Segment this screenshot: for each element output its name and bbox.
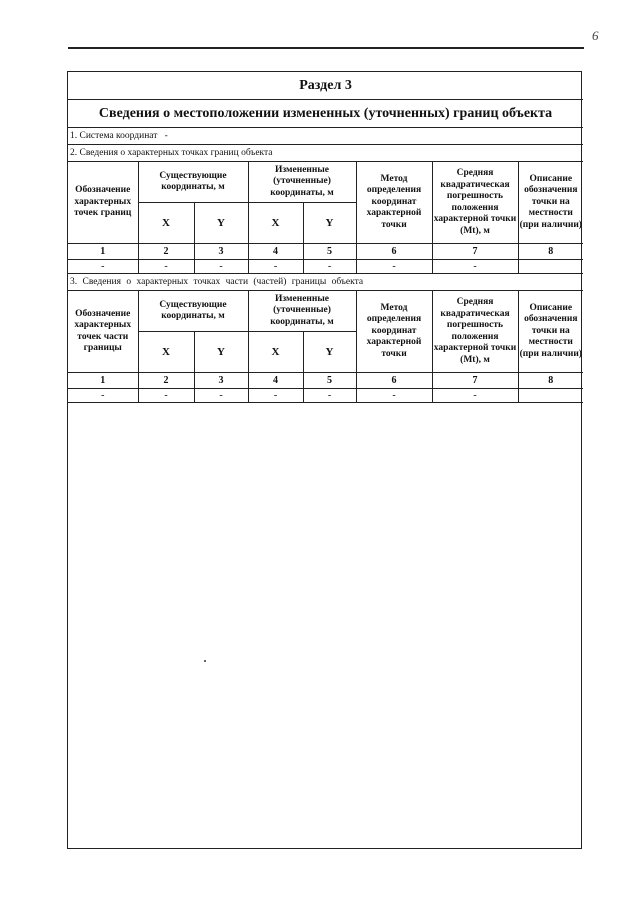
part2-header-changed-y: Y	[303, 203, 356, 244]
speck	[204, 660, 206, 662]
top-rule	[68, 47, 584, 49]
section-table	[68, 72, 583, 403]
coord-system-label: 1. Система координат	[70, 131, 158, 141]
column-number: 2	[138, 373, 194, 389]
table-cell: -	[432, 260, 518, 274]
part2-number-row	[68, 244, 583, 260]
table-cell: -	[356, 389, 432, 403]
part2-header-method: Метод определения координат характерной точки	[356, 162, 432, 244]
part2-header-changed-x: X	[248, 203, 303, 244]
section-title: Сведения о местоположении измененных (уточненных) границ объекта	[68, 100, 583, 128]
column-number: 4	[248, 373, 303, 389]
table-cell: -	[303, 260, 356, 274]
column-number: 5	[303, 244, 356, 260]
table-cell	[518, 260, 583, 274]
section-label: Раздел 3	[68, 72, 583, 100]
column-number: 8	[518, 373, 583, 389]
part3-header-description: Описание обозначения точки на местности (при наличии)	[518, 291, 583, 373]
coord-system-row	[68, 128, 583, 145]
part2-header-point-id: Обозначение характерных точек границ	[68, 162, 138, 244]
part2-title: 2. Сведения о характерных точках границ объекта	[68, 145, 583, 162]
column-number: 8	[518, 244, 583, 260]
column-number: 2	[138, 244, 194, 260]
table-cell: -	[356, 260, 432, 274]
table-cell: -	[138, 389, 194, 403]
part3-header-existing: Существующие координаты, м	[138, 291, 248, 332]
page-number: 6	[592, 28, 599, 43]
column-number: 6	[356, 244, 432, 260]
column-number: 7	[432, 373, 518, 389]
table-cell: -	[68, 260, 138, 274]
column-number: 6	[356, 373, 432, 389]
column-number: 7	[432, 244, 518, 260]
column-number: 5	[303, 373, 356, 389]
part2-header-existing-y: Y	[194, 203, 248, 244]
table-cell: -	[194, 389, 248, 403]
part3-header-changed: Измененные (уточненные) координаты, м	[248, 291, 356, 332]
table-cell: -	[68, 389, 138, 403]
column-number: 1	[68, 373, 138, 389]
part2-header-description: Описание обозначения точки на местности (при наличии)	[518, 162, 583, 244]
part2-header-error: Средняя квадратическая погрешность положения характерной точки (Mt), м	[432, 162, 518, 244]
part2-header-existing: Существующие координаты, м	[138, 162, 248, 203]
part3-header-existing-y: Y	[194, 332, 248, 373]
table-cell: -	[432, 389, 518, 403]
part3-header-changed-x: X	[248, 332, 303, 373]
part2-header-changed: Измененные (уточненные) координаты, м	[248, 162, 356, 203]
part3-data-row	[68, 389, 583, 403]
column-number: 4	[248, 244, 303, 260]
part3-header-point-id: Обозначение характерных точек части границы	[68, 291, 138, 373]
table-cell: -	[194, 260, 248, 274]
part2-data-row	[68, 260, 583, 274]
column-number: 3	[194, 373, 248, 389]
part3-header-method: Метод определения координат характерной точки	[356, 291, 432, 373]
part3-header-error: Средняя квадратическая погрешность положения характерной точки (Mt), м	[432, 291, 518, 373]
coord-system-value: -	[164, 131, 168, 141]
part3-header-changed-y: Y	[303, 332, 356, 373]
document-frame	[67, 71, 582, 849]
part3-title: 3. Сведения о характерных точках части (частей) границы объекта	[68, 274, 583, 291]
part2-header-existing-x: X	[138, 203, 194, 244]
table-cell: -	[248, 389, 303, 403]
table-cell: -	[248, 260, 303, 274]
column-number: 3	[194, 244, 248, 260]
table-cell	[518, 389, 583, 403]
part3-number-row	[68, 373, 583, 389]
table-cell: -	[303, 389, 356, 403]
column-number: 1	[68, 244, 138, 260]
table-cell: -	[138, 260, 194, 274]
part3-header-existing-x: X	[138, 332, 194, 373]
